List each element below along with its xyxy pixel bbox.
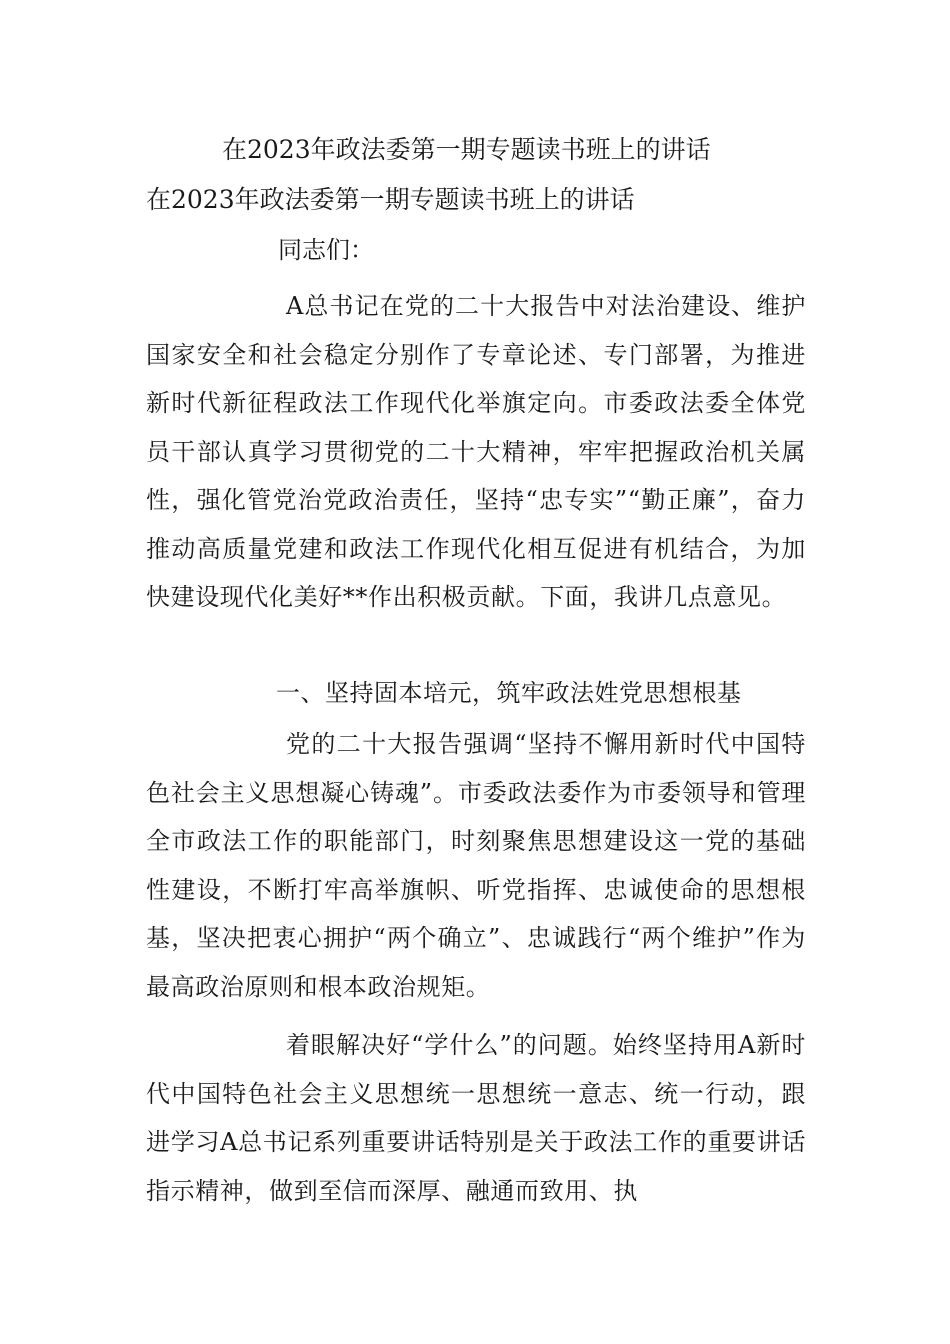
paragraph-section-1: 党的二十大报告强调“坚持不懈用新时代中国特色社会主义思想凝心铸魂”。市委政法委作为市委领导和管理全市政法工作的职能部门，时刻聚焦思想建设这一党的基础性建设，不断打牢高举旗帜、听党指挥、忠诚使命的思想根基，坚决把衷心拥护“两个确立”、忠诚践行“两个维护”作为最高政治原则和根本政治规矩。 [146,730,806,1001]
document-title: 在2023年政法委第一期专题读书班上的讲话 [222,135,711,164]
paragraph-section-2: 着眼解决好“学什么”的问题。始终坚持用A新时代中国特色社会主义思想统一思想统一意志、统一行动，跟进学习A总书记系列重要讲话特别是关于政法工作的重要讲话指示精神，做到至信而深厚、融通而致用、执 [146,1031,806,1205]
salutation: 同志们： [278,236,374,264]
section-heading: 一、坚持固本培元，筑牢政法姓党思想根基 [276,679,742,707]
document-title-repeat: 在2023年政法委第一期专题读书班上的讲话 [146,185,635,214]
paragraph-intro: A总书记在党的二十大报告中对法治建设、维护国家安全和社会稳定分别作了专章论述、专门部署，为推进新时代新征程政法工作现代化举旗定向。市委政法委全体党员干部认真学习贯彻党的二十大精神，牢牢把握政治机关属性，强化管党治党政治责任，坚持“忠专实”“勤正廉”，奋力推动高质量党建和政法工作现代化相互促进有机结合，为加快建设现代化美好**作出积极贡献。下面，我讲几点意见。 [146,292,806,611]
